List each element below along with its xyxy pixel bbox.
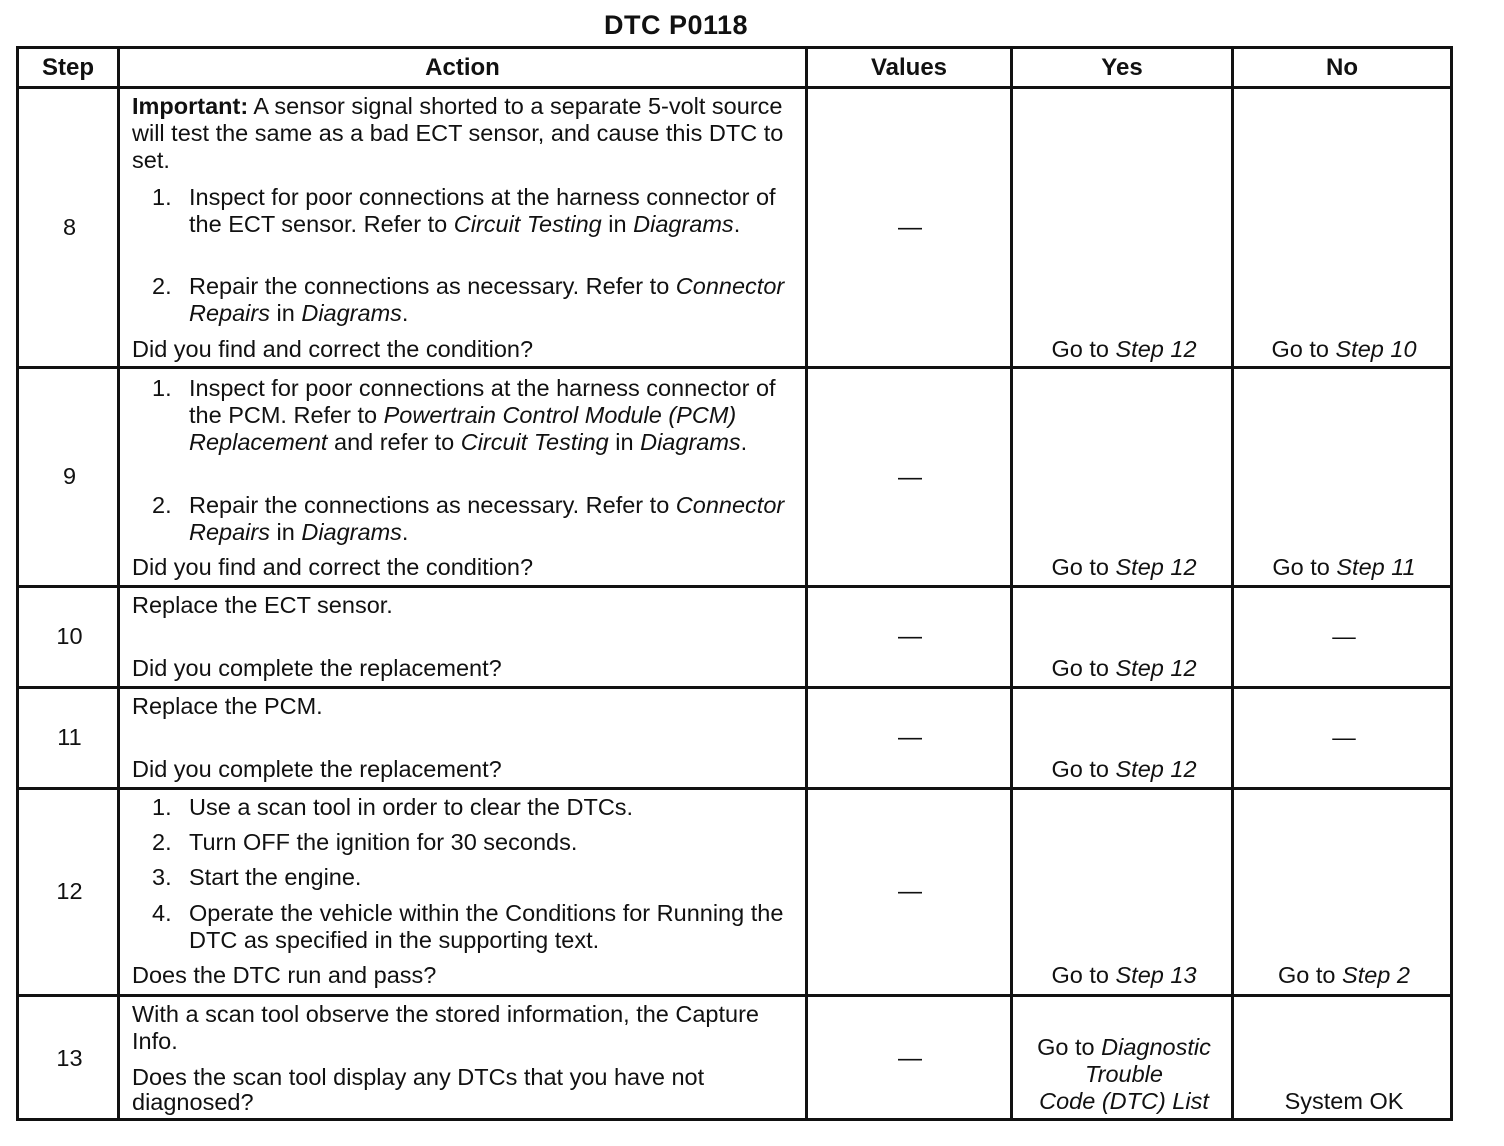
step-number: 9 [62, 463, 77, 489]
row-divider [16, 585, 1453, 588]
page-title: DTC P0118 [603, 10, 749, 40]
row-divider [16, 686, 1453, 689]
no-result: — [1332, 623, 1356, 649]
action-text: Replace the PCM. [132, 693, 323, 719]
header-no: No [1326, 54, 1358, 81]
no-result: System OK [1284, 1088, 1404, 1114]
step-number: 13 [56, 1045, 83, 1071]
important-note: Important: A sensor signal shorted to a separate 5-volt source will test the same as a bad ECT sensor, and cause this DTC to set. [132, 93, 784, 173]
step-number: 11 [57, 724, 82, 750]
row-divider [16, 86, 1453, 89]
yes-result: Go to Step 12 [1051, 336, 1197, 362]
header-action: Action [425, 54, 500, 81]
question-text: Does the DTC run and pass? [132, 962, 437, 988]
values-dash: — [898, 214, 922, 241]
no-result: Go to Step 11 [1272, 554, 1416, 580]
question-text: Does the scan tool display any DTCs that you have not diagnosed? [132, 1064, 705, 1115]
row-divider [16, 787, 1453, 790]
column-divider [805, 46, 808, 1121]
yes-result: Go to Step 13 [1051, 962, 1197, 988]
yes-result: Go to Diagnostic Trouble Code (DTC) List [1037, 1034, 1211, 1114]
step-number: 12 [56, 878, 83, 904]
column-divider [117, 46, 120, 1121]
question-text: Did you find and correct the condition? [132, 554, 534, 580]
question-text: Did you complete the replacement? [132, 655, 502, 681]
no-result: Go to Step 10 [1271, 336, 1417, 362]
yes-result: Go to Step 12 [1051, 554, 1197, 580]
question-text: Did you find and correct the condition? [132, 336, 534, 362]
row-divider [16, 994, 1453, 997]
values-dash: — [898, 464, 922, 491]
action-text: With a scan tool observe the stored information, the Capture Info. [132, 1001, 759, 1054]
values-dash: — [898, 724, 922, 751]
yes-result: Go to Step 12 [1051, 655, 1197, 681]
column-divider [1010, 46, 1013, 1121]
question-text: Did you complete the replacement? [132, 756, 502, 782]
column-divider [1231, 46, 1234, 1121]
step-number: 10 [56, 623, 83, 649]
no-result: — [1332, 724, 1356, 750]
values-dash: — [898, 623, 922, 650]
step-number: 8 [62, 214, 77, 240]
header-values: Values [870, 54, 948, 81]
row-divider [16, 366, 1453, 369]
no-result: Go to Step 2 [1278, 962, 1410, 988]
yes-result: Go to Step 12 [1051, 756, 1197, 782]
values-dash: — [898, 878, 922, 905]
header-yes: Yes [1101, 54, 1143, 81]
values-dash: — [898, 1045, 922, 1072]
action-text: Replace the ECT sensor. [132, 592, 393, 618]
header-step: Step [41, 54, 94, 81]
